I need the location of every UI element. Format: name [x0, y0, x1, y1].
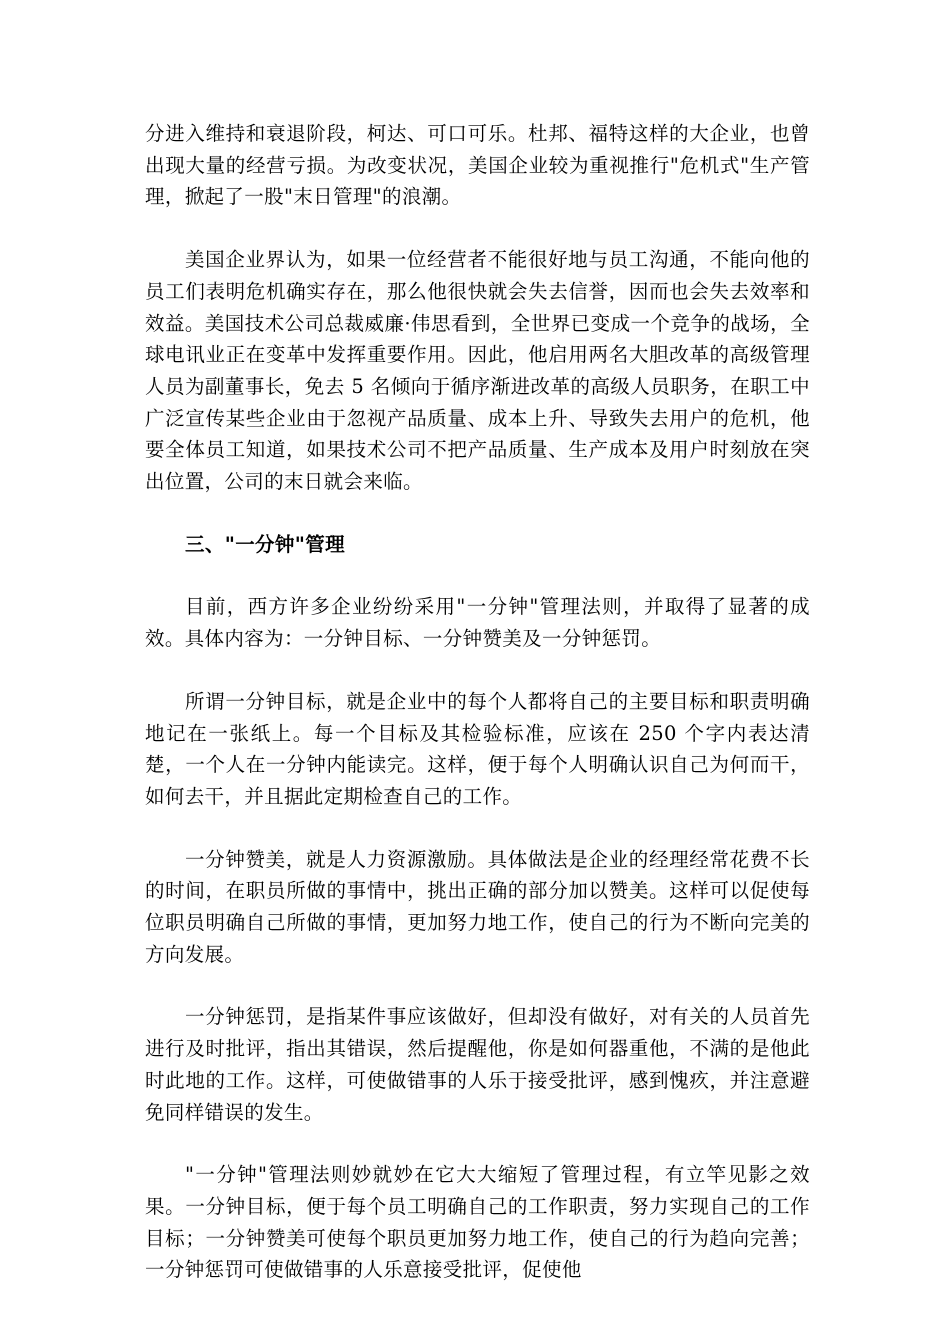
- paragraph-one-minute-goal: 所谓一分钟目标，就是企业中的每个人都将自己的主要目标和职责明确地记在一张纸上。每一个目标及其检验标准，应该在 250 个字内表达清楚，一个人在一分钟内能读完。这样，便于每个人明确认识自己为何而干，如何去干，并且据此定期检查自己的工作。: [145, 689, 810, 808]
- paragraph-one-minute-reprimand: 一分钟惩罚，是指某件事应该做好，但却没有做好，对有关的人员首先进行及时批评，指出其错误，然后提醒他，你是如何器重他，不满的是他此时此地的工作。这样，可使做错事的人乐于接受批评，感到愧疚，并注意避免同样错误的发生。: [145, 1005, 810, 1124]
- paragraph-continued: 分进入维持和衰退阶段，柯达、可口可乐。杜邦、福特这样的大企业，也曾出现大量的经营亏损。为改变状况，美国企业较为重视推行"危机式"生产管理，掀起了一股"末日管理"的浪潮。: [145, 122, 810, 209]
- paragraph-one-minute-praise: 一分钟赞美，就是人力资源激励。具体做法是企业的经理经常花费不长的时间，在职员所做的事情中，挑出正确的部分加以赞美。这样可以促使每位职员明确自己所做的事情，更加努力地工作，使自己的行为不断向完美的方向发展。: [145, 847, 810, 966]
- paragraph-us-enterprises: 美国企业界认为，如果一位经营者不能很好地与员工沟通，不能向他的员工们表明危机确实存在，那么他很快就会失去信誉，因而也会失去效率和效益。美国技术公司总裁威廉·伟思看到，全世界已变成一个竞争的战场，全球电讯业正在变革中发挥重要作用。因此，他启用两名大胆改革的高级管理人员为副董事长，免去 5 名倾向于循序渐进改革的高级人员职务，在职工中广泛宣传某些企业由于忽视产品质量、成本上升、导致失去用户的危机，他要全体员工知道，如果技术公司不把产品质量、生产成本及用户时刻放在突出位置，公司的末日就会来临。: [145, 248, 810, 494]
- section-heading: 三、"一分钟"管理: [185, 532, 345, 556]
- document-page: [145, 118, 810, 1317]
- paragraph-one-minute-intro: 目前，西方许多企业纷纷采用"一分钟"管理法则，并取得了显著的成效。具体内容为：一分钟目标、一分钟赞美及一分钟惩罚。: [145, 595, 810, 651]
- paragraph-one-minute-summary: "一分钟"管理法则妙就妙在它大大缩短了管理过程，有立竿见影之效果。一分钟目标，便于每个员工明确自己的工作职责，努力实现自己的工作目标；一分钟赞美可使每个职员更加努力地工作，使自己的行为趋向完善；一分钟惩罚可使做错事的人乐意接受批评，促使他: [145, 1163, 810, 1282]
